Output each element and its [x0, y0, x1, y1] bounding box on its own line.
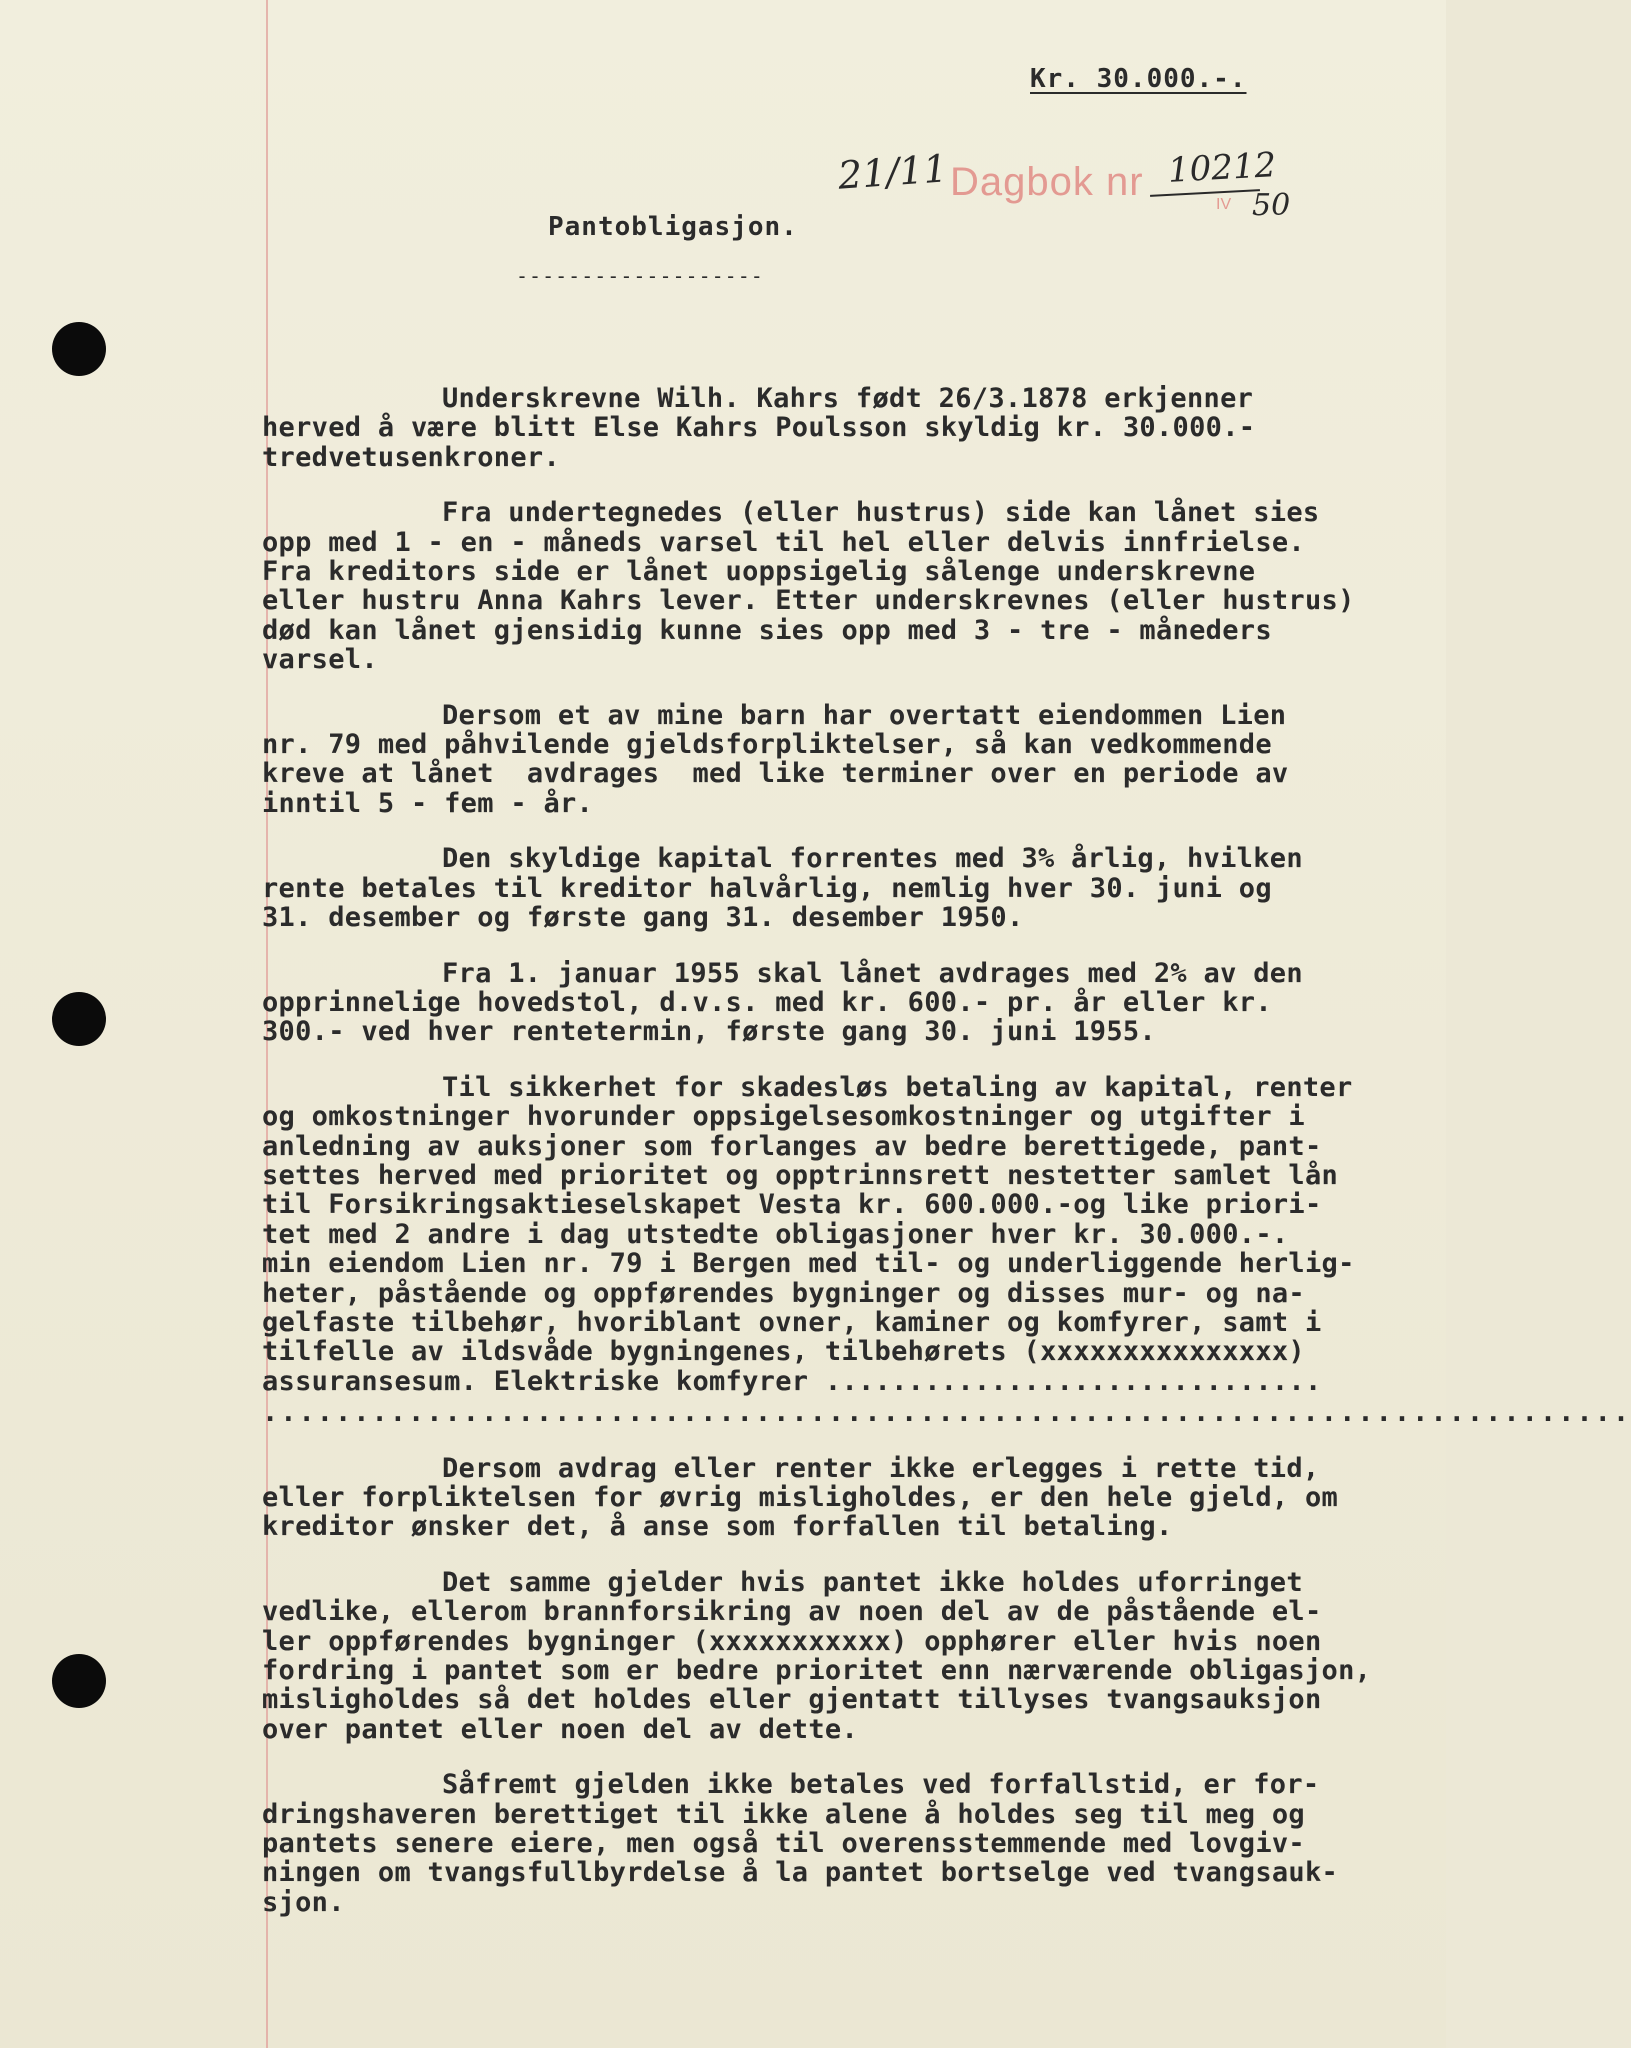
paragraph	[262, 384, 1412, 472]
paragraph	[262, 959, 1412, 1047]
paragraph-first-line: Fra undertegnedes (eller hustrus) side kan lånet sies	[442, 497, 1320, 529]
paragraph	[262, 498, 1412, 674]
paragraph-first-line: Dersom et av mine barn har overtatt eiendommen Lien	[442, 699, 1287, 731]
paragraph	[262, 1073, 1412, 1396]
paragraph-text: vedlike, ellerom brannforsikring av noen del av de påstående el- ler oppførendes bygninger (xxxxxxxxxxx) opphører eller hvis noen fordring i pantet som er bedre prioritet enn nærværende obligasjon, misligholdes så det holdes eller gjentatt tillyses tvangsauksjon over pantet eller noen del av dette.	[262, 1596, 1372, 1745]
dotted-fill-line: ...........................................................................	[262, 1397, 1631, 1429]
paragraph-text: opp med 1 - en - måneds varsel til hel eller delvis innfrielse. Fra kreditors side er lånet uoppsigelig sålenge underskrevne eller hustru Anna Kahrs lever. Etter underskrevnes (eller hustrus) død kan lånet gjensidig kunne sies opp med 3 - tre - måneders varsel.	[262, 526, 1355, 676]
paragraph-text: og omkostninger hvorunder oppsigelsesomkostninger og utgifter i anledning av auksjoner som forlanges av bedre berettigede, pant- settes herved med prioritet og opptrinnsrett nestetter samlet lån til Forsikringsaktieselskapet Vesta kr. 600.000.-og like priori- tet med 2 andre i dag utstedte obligasjoner hver kr. 30.000.-. min eiendom Lien nr. 79 i Bergen med til- og underliggende herlig- heter, påstående og oppførendes bygninger og disses mur- og na- gelfaste tilbehør, hvoriblant ovner, kaminer og komfyrer, samt i tilfelle av ildsvåde bygningenes, tilbehørets (xxxxxxxxxxxxxxx) assuransesum. Elektriske komfyrer ..............................	[262, 1101, 1355, 1397]
stamp-label: Dagbok nr	[950, 160, 1144, 204]
paragraph	[262, 1770, 1412, 1917]
amount-header: Kr. 30.000.-.	[1030, 64, 1247, 94]
punch-hole-icon	[52, 992, 106, 1046]
punch-hole-icon	[52, 322, 106, 376]
paragraph	[262, 1454, 1412, 1542]
stamp-roman: IV	[1216, 196, 1232, 213]
paragraph-first-line: Dersom avdrag eller renter ikke erlegges i rette tid,	[442, 1452, 1320, 1484]
stamp-date: 21/11	[836, 146, 949, 198]
paragraph-text: dringshaveren berettiget til ikke alene å holdes seg til meg og pantets senere eiere, men også til overensstemmende med lovgiv- ningen om tvangsfullbyrdelse å la pantet bortselge ved tvangsauk- sjon.	[262, 1798, 1339, 1918]
paragraph	[262, 1568, 1412, 1744]
paragraph-first-line: Såfremt gjelden ikke betales ved forfallstid, er for-	[442, 1769, 1320, 1801]
paragraph	[262, 701, 1412, 819]
paragraph-text: opprinnelige hovedstol, d.v.s. med kr. 600.- pr. år eller kr. 300.- ved hver rentetermin, første gang 30. juni 1955.	[262, 986, 1272, 1048]
paragraph-first-line: Underskrevne Wilh. Kahrs født 26/3.1878 erkjenner	[442, 383, 1254, 414]
paragraph-text: rente betales til kreditor halvårlig, nemlig hver 30. juni og 31. desember og første gang 31. desember 1950.	[262, 872, 1272, 934]
document-body	[262, 383, 1631, 1943]
stamp-year: 50	[1252, 188, 1291, 223]
paragraph-first-line: Den skyldige kapital forrentes med 3% årlig, hvilken	[442, 843, 1303, 875]
paragraph-text: nr. 79 med påhvilende gjeldsforpliktelser, så kan vedkommende kreve at lånet avdrages med like terminer over en periode av inntil 5 - fem - år.	[262, 729, 1289, 819]
paragraph-text: eller forpliktelsen for øvrig misligholdes, er den hele gjeld, om kreditor ønsker det, å anse som forfallen til betaling.	[262, 1482, 1339, 1543]
stamp-number: 10212	[1167, 145, 1278, 191]
stamp-divider	[1150, 189, 1260, 197]
paragraph	[262, 844, 1412, 932]
punch-hole-icon	[52, 1654, 106, 1708]
paragraph-first-line: Fra 1. januar 1955 skal lånet avdrages med 2% av den	[442, 957, 1303, 989]
document-title: Pantobligasjon.	[548, 212, 798, 242]
paragraph-first-line: Det samme gjelder hvis pantet ikke holdes uforringet	[442, 1566, 1303, 1598]
paragraph-text: herved å være blitt Else Kahrs Poulsson skyldig kr. 30.000.- tredvetusenkroner.	[262, 412, 1256, 473]
title-underline: -------------------	[516, 264, 764, 288]
paragraph-first-line: Til sikkerhet for skadesløs betaling av kapital, renter	[442, 1071, 1353, 1103]
